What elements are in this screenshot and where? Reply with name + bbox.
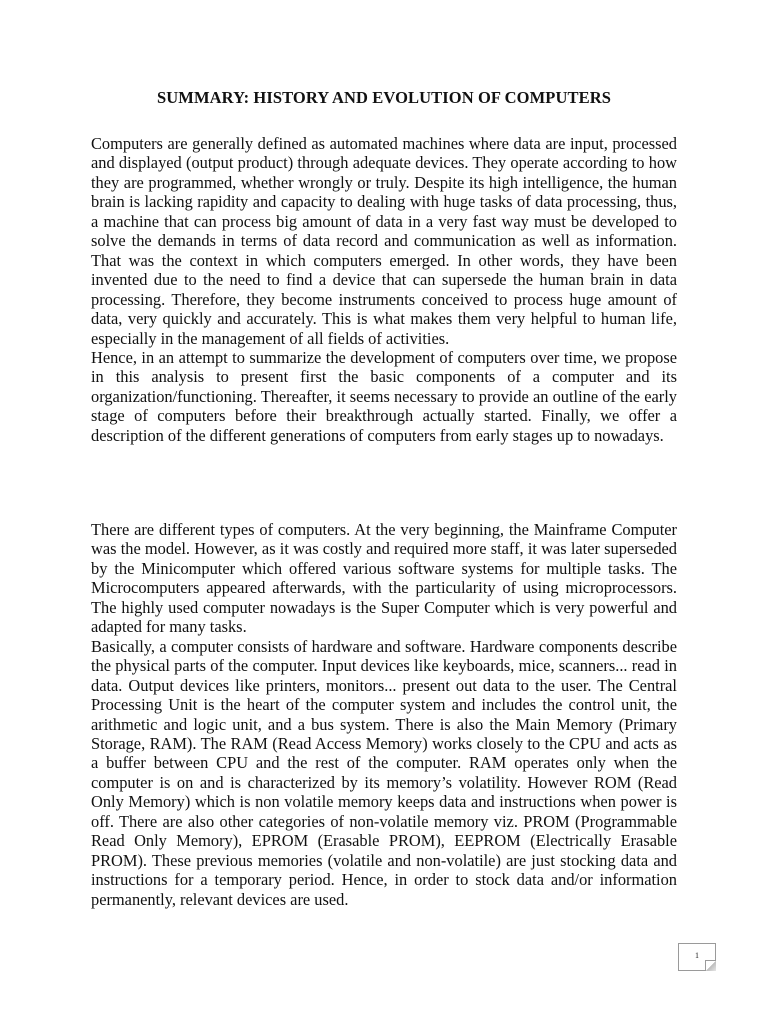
components-section bbox=[91, 520, 677, 909]
page-curl-icon bbox=[705, 960, 716, 971]
intro-section bbox=[91, 134, 677, 445]
page-title: SUMMARY: HISTORY AND EVOLUTION OF COMPUTERS bbox=[156, 88, 611, 107]
paragraph-outline: Hence, in an attempt to summarize the development of computers over time, we propose in this analysis to present first the basic components of a computer and its organization/functioning. Thereafter, it seems necessary to provide an outline of the early stage of computers before their breakthrough actually started. Finally, we offer a description of the different generations of computers from early stages up to nowadays. bbox=[91, 347, 677, 445]
paragraph-definition: Computers are generally defined as automated machines where data are input, processed and displayed (output product) through adequate devices. They operate according to how they are programmed, whether wrongly or truly. Despite its high intelligence, the human brain is lacking rapidity and capacity to dealing with huge tasks of data processing, thus, a machine that can process big amount of data in a very fast way must be developed to solve the demands in terms of data record and communication as well as information. That was the context in which computers emerged. In other words, they have been invented due to the need to find a device that can supersede the human brain in data processing. Therefore, they become instruments conceived to process huge amount of data, very quickly and accurately. This is what makes them very helpful to human life, especially in the management of all fields of activities. bbox=[91, 134, 677, 348]
page-number-box bbox=[678, 943, 716, 971]
paragraph-types: There are different types of computers. At the very beginning, the Mainframe Computer was the model. However, as it was costly and required more staff, it was later superseded by the Minicomputer which offered various software systems for multiple tasks. The Microcomputers appeared afterwards, with the particularity of using microprocessors. The highly used computer nowadays is the Super Computer which is very powerful and adapted for many tasks. bbox=[91, 520, 677, 637]
paragraph-hardware: Basically, a computer consists of hardware and software. Hardware components describe the physical parts of the computer. Input devices like keyboards, mice, scanners... read in data. Output devices like printers, monitors... present out data to the user. The Central Processing Unit is the heart of the computer system and includes the control unit, the arithmetic and logic unit, and a bus system. There is also the Main Memory (Primary Storage, RAM). The RAM (Read Access Memory) works closely to the CPU and acts as a buffer between CPU and the rest of the computer. RAM operates only when the computer is on and is characterized by its memory’s volatility. However ROM (Read Only Memory) which is non volatile memory keeps data and instructions when power is off. There are also other categories of non-volatile memory viz. PROM (Programmable Read Only Memory), EPROM (Erasable PROM), EEPROM (Electrically Erasable PROM). These previous memories (volatile and non-volatile) are just stocking data and instructions for a temporary period. Hence, in order to stock data and/or information permanently, relevant devices are used. bbox=[91, 636, 677, 909]
page-number: 1 bbox=[695, 951, 699, 960]
